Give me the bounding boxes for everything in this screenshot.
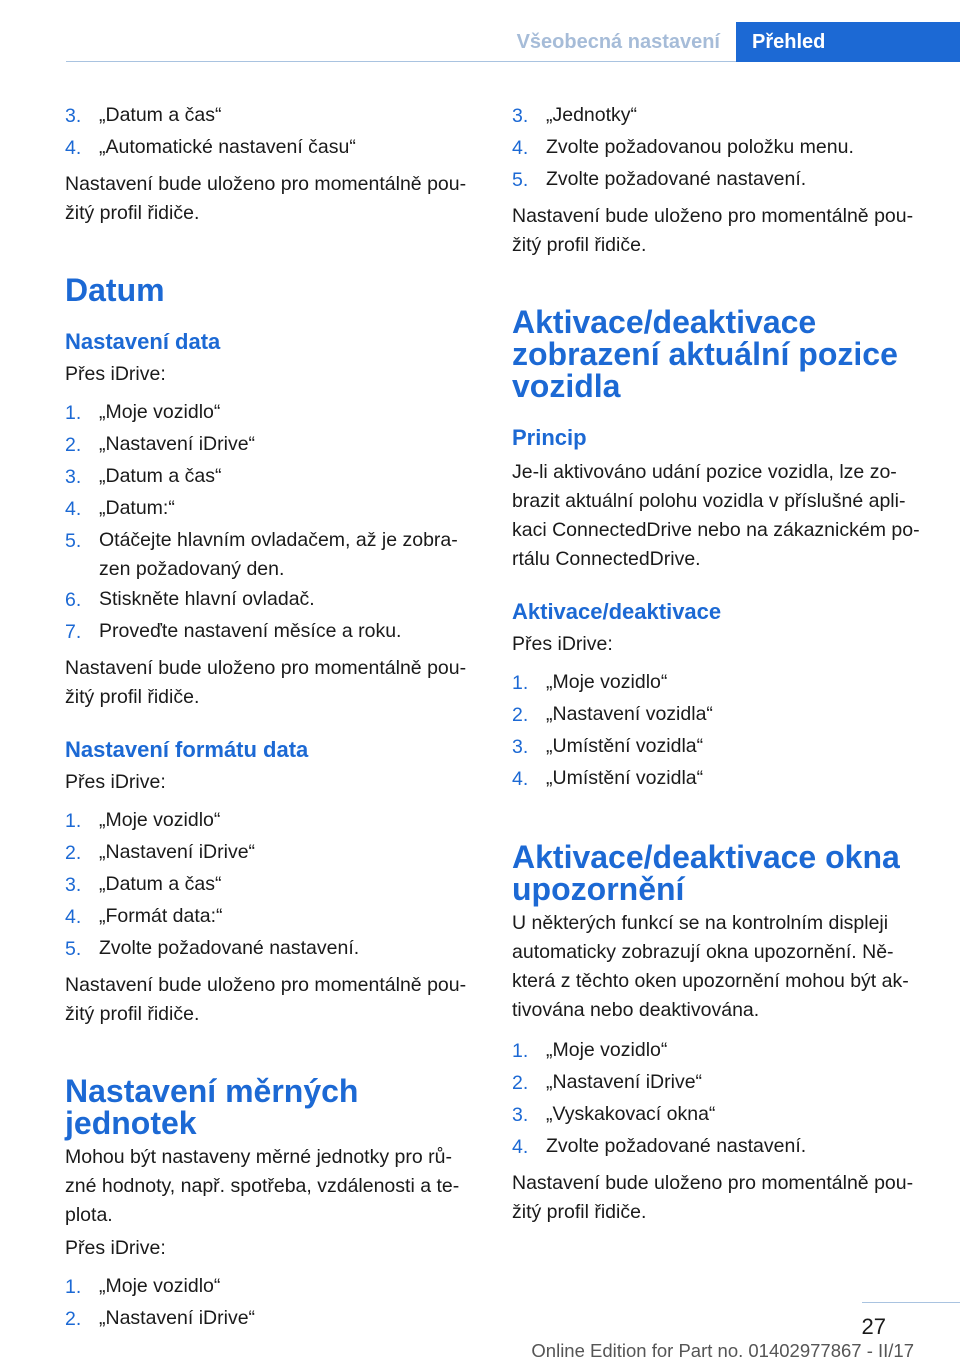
step-text: „Nastavení vozidla“ xyxy=(546,703,713,725)
step-text: „Nastavení iDrive“ xyxy=(99,433,256,455)
list-item xyxy=(65,837,475,869)
nastaveni-data-note: Nastavení bude uloženo pro momentálně použitý profil řidiče. xyxy=(65,657,467,708)
list-item xyxy=(65,132,475,164)
step-text: Stiskněte hlavní ovladač. xyxy=(99,588,315,610)
okna-note: Nastavení bude uloženo pro momentálně použitý profil řidiče. xyxy=(512,1172,914,1223)
step-number: 5. xyxy=(512,169,529,191)
step-number: 3. xyxy=(512,736,529,758)
step-number: 2. xyxy=(512,704,529,726)
step-number: 1. xyxy=(65,810,82,832)
step-text: „Datum:“ xyxy=(99,497,175,519)
okna-heading: Aktivace/deaktivace okna upozornění xyxy=(512,839,900,907)
list-item xyxy=(65,461,475,493)
step-text: „Datum a čas“ xyxy=(99,104,222,126)
jednotky-cont-steps xyxy=(512,100,927,196)
step-number: 3. xyxy=(512,105,529,127)
list-item xyxy=(512,763,927,795)
list-item xyxy=(512,132,927,164)
pozice-heading: Aktivace/deaktivace zobrazení aktuální pozice vozidla xyxy=(512,304,898,404)
step-text: „Moje vozidlo“ xyxy=(546,671,668,693)
step-number: 3. xyxy=(65,466,82,488)
step-text: Zvolte požadované nastavení. xyxy=(546,1135,807,1157)
list-item xyxy=(512,1067,927,1099)
footer-rule xyxy=(862,1302,960,1303)
list-item xyxy=(512,100,927,132)
step-number: 5. xyxy=(65,938,82,960)
page-header xyxy=(66,22,960,62)
step-number: 2. xyxy=(65,434,82,456)
step-text: Zvolte požadovanou položku menu. xyxy=(546,136,854,158)
step-text: „Nastavení iDrive“ xyxy=(99,1307,256,1329)
step-number: 4. xyxy=(65,906,82,928)
step-text: „Datum a čas“ xyxy=(99,465,222,487)
left-column xyxy=(65,100,475,1335)
step-text: „Umístění vozidla“ xyxy=(546,735,704,757)
page-footer xyxy=(0,1302,960,1362)
step-text: „Moje vozidlo“ xyxy=(99,1275,221,1297)
step-number: 4. xyxy=(65,137,82,159)
list-item xyxy=(512,667,927,699)
list-item xyxy=(65,429,475,461)
nastaveni-data-heading: Nastavení data xyxy=(65,329,221,354)
step-number: 6. xyxy=(65,589,82,611)
section-title: Všeobecná nastavení xyxy=(516,31,720,53)
step-number: 2. xyxy=(65,1308,82,1330)
list-item xyxy=(65,397,475,429)
step-number: 2. xyxy=(512,1072,529,1094)
jednotky-cont-note: Nastavení bude uloženo pro momentálně použitý profil řidiče. xyxy=(512,205,914,256)
list-item xyxy=(512,699,927,731)
format-data-note: Nastavení bude uloženo pro momentálně použitý profil řidiče. xyxy=(65,974,467,1025)
list-item xyxy=(65,493,475,525)
chapter-tab: Přehled xyxy=(736,22,960,62)
list-item xyxy=(512,1099,927,1131)
list-item xyxy=(65,584,475,616)
step-number: 3. xyxy=(65,874,82,896)
step-number: 4. xyxy=(512,1136,529,1158)
list-item xyxy=(65,805,475,837)
step-text: „Nastavení iDrive“ xyxy=(99,841,256,863)
step-text: „Moje vozidlo“ xyxy=(99,809,221,831)
step-number: 4. xyxy=(512,768,529,790)
jednotky-heading: Nastavení měrných jednotek xyxy=(65,1073,359,1141)
aktivace-lead: Přes iDrive: xyxy=(512,633,613,655)
list-item xyxy=(65,525,475,584)
format-data-steps xyxy=(65,805,475,965)
step-text: „Automatické nastavení času“ xyxy=(99,136,356,158)
step-number: 3. xyxy=(512,1104,529,1126)
step-number: 1. xyxy=(512,672,529,694)
step-number: 4. xyxy=(512,137,529,159)
step-number: 7. xyxy=(65,621,82,643)
list-item xyxy=(512,1131,927,1163)
nastaveni-data-steps xyxy=(65,397,475,648)
format-data-lead: Přes iDrive: xyxy=(65,771,166,793)
step-text: „Vyskakovací okna“ xyxy=(546,1103,716,1125)
princip-text: Je-li aktivováno udání pozice vozidla, lze zobrazit aktuální polohu vozidla v příslušné aplikaci ConnectedDrive nebo na zákaznickém portálu ConnectedDrive. xyxy=(512,461,920,570)
list-item xyxy=(65,1271,475,1303)
jednotky-text: Mohou být nastaveny měrné jednotky pro různé hodnoty, např. spotřeba, vzdálenosti a teplota. xyxy=(65,1146,460,1226)
step-text: „Umístění vozidla“ xyxy=(546,767,704,789)
step-text: Otáčejte hlavním ovladačem, až je zobrazen požadovaný den. xyxy=(99,529,458,580)
step-text: „Datum a čas“ xyxy=(99,873,222,895)
step-number: 1. xyxy=(65,402,82,424)
format-data-heading: Nastavení formátu data xyxy=(65,737,309,762)
edition-note: Online Edition for Part no. 01402977867 - II/17 xyxy=(531,1340,914,1361)
list-item xyxy=(512,164,927,196)
step-text: „Moje vozidlo“ xyxy=(99,401,221,423)
okna-steps xyxy=(512,1035,927,1163)
list-item xyxy=(512,1035,927,1067)
aktivace-steps xyxy=(512,667,927,795)
aktivace-heading: Aktivace/deaktivace xyxy=(512,599,722,624)
nastaveni-data-lead: Přes iDrive: xyxy=(65,363,166,385)
datum-heading: Datum xyxy=(65,272,165,308)
list-item xyxy=(65,869,475,901)
step-text: Zvolte požadované nastavení. xyxy=(546,168,807,190)
list-item xyxy=(512,731,927,763)
step-number: 1. xyxy=(512,1040,529,1062)
step-number: 3. xyxy=(65,105,82,127)
step-number: 2. xyxy=(65,842,82,864)
step-text: „Jednotky“ xyxy=(546,104,638,126)
step-number: 1. xyxy=(65,1276,82,1298)
step-number: 4. xyxy=(65,498,82,520)
page-number: 27 xyxy=(861,1314,886,1339)
okna-text: U některých funkcí se na kontrolním displeji automaticky zobrazují okna upozornění. Některá z těchto oken upozornění mohou být aktivována nebo deaktivována. xyxy=(512,912,909,1021)
step-text: „Formát data:“ xyxy=(99,905,223,927)
list-item xyxy=(65,901,475,933)
princip-heading: Princip xyxy=(512,425,587,450)
jednotky-lead: Přes iDrive: xyxy=(65,1237,166,1259)
list-item xyxy=(65,100,475,132)
intro-list xyxy=(65,100,475,164)
step-text: „Nastavení iDrive“ xyxy=(546,1071,703,1093)
list-item xyxy=(65,616,475,648)
step-text: Proveďte nastavení měsíce a roku. xyxy=(99,620,402,642)
intro-note: Nastavení bude uloženo pro momentálně použitý profil řidiče. xyxy=(65,173,467,224)
step-text: Zvolte požadované nastavení. xyxy=(99,937,360,959)
step-text: „Moje vozidlo“ xyxy=(546,1039,668,1061)
list-item xyxy=(65,933,475,965)
right-column xyxy=(512,100,927,1227)
step-number: 5. xyxy=(65,530,82,552)
